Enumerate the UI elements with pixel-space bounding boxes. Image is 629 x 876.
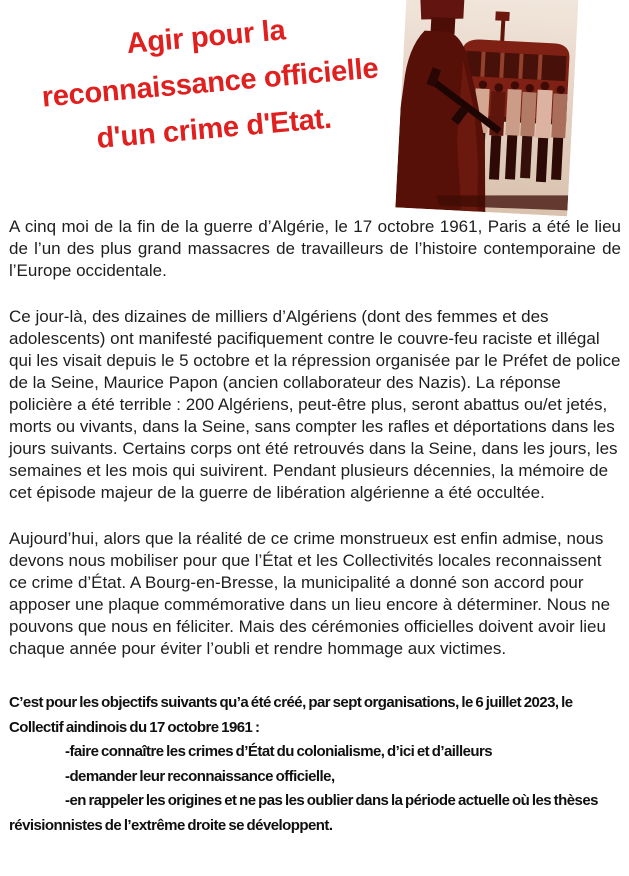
headline-line-3: d'un crime d'Etat.: [95, 102, 333, 156]
objective-item-1: -faire connaître les crimes d’État du colonialisme, d’ici et d’ailleurs: [65, 743, 493, 760]
headline: [9, 0, 412, 169]
archive-photo-17-october-1961: [395, 0, 578, 216]
body-text: [9, 216, 621, 838]
paragraph-recognition: Aujourd’hui, alors que la réalité de ce crime monstrueux est enfin admise, nous devons nous mobiliser pour que l’État et les Collectivités locales reconnaissent ce crime d’État. A Bourg-en-Bresse, la municipalité a donné son accord pour apposer une plaque commémorative dans un lieu encore à déterminer. Nous ne pouvons que nous en féliciter. Mais des cérémonies officielles doivent avoir lieu chaque année pour éviter l’oubli et rendre hommage aux victimes.: [9, 529, 611, 658]
photo-illustration: [395, 0, 578, 216]
headline-line-1: Agir pour la: [125, 14, 287, 61]
objective-item-3: -en rappeler les origines et ne pas les oublier dans la période actuelle où les thèses révisionnistes de l’extrême droite se développent.: [9, 792, 598, 834]
paragraph-context: A cinq moi de la fin de la guerre d’Algérie, le 17 octobre 1961, Paris a été le lieu de l’un des plus grand massacres de travailleurs de l’histoire contemporaine de l’Europe occidentale.: [9, 217, 621, 280]
paragraph-massacre: Ce jour-là, des dizaines de milliers d’Algériens (dont des femmes et des adolescents) ont manifesté pacifiquement contre le couvre-feu raciste et illégal qui les visait depuis le 5 octobre et la répression organisée par le Préfet de police de la Seine, Maurice Papon (ancien collaborateur des Nazis). La réponse policière a été terrible : 200 Algériens, peut-être plus, seront abattus ou/et jetés, morts ou vivants, dans la Seine, sans compter les rafles et déportations dans les jours suivants. Certains corps ont été retrouvés dans la Seine, dans les jours, les semaines et les mois qui suivirent. Pendant plusieurs décennies, la mémoire de cet épisode majeur de la guerre de libération algérienne a été occultée.: [9, 307, 621, 502]
objectives-intro: C’est pour les objectifs suivants qu’a été créé, par sept organisations, le 6 juillet 2023, le Collectif aindinois du 17 octobre 1961 :: [9, 694, 573, 736]
objective-item-2: -demander leur reconnaissance officielle,: [65, 767, 335, 785]
objectives-section: [9, 691, 621, 838]
headline-line-2: reconnaissance officielle: [40, 52, 380, 114]
